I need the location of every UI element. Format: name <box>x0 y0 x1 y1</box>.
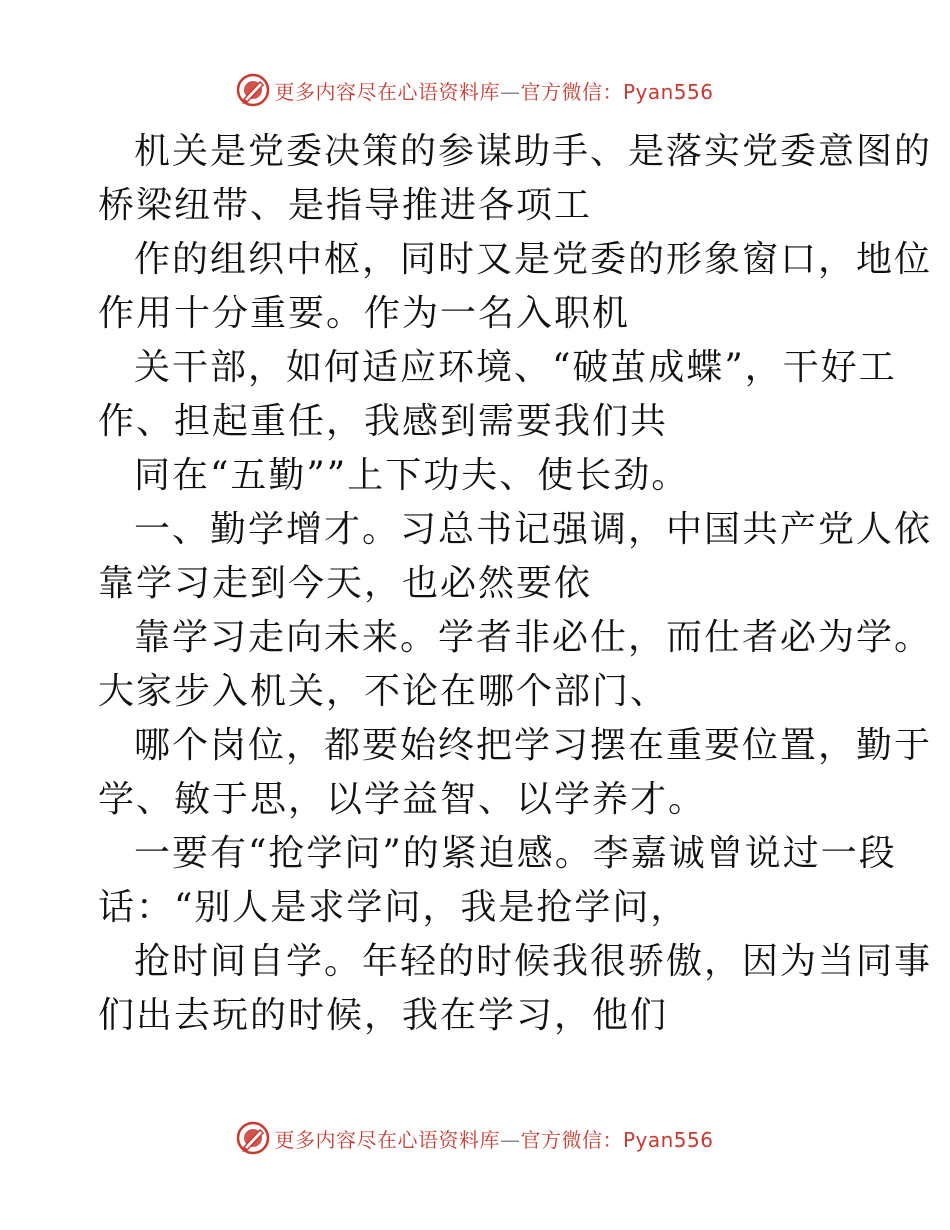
footer-banner <box>0 1118 950 1158</box>
footer-text <box>274 1124 713 1153</box>
body-line: 一要有“抢学问”的紧迫感。李嘉诚曾说过一段 <box>134 833 897 874</box>
footer-separator: — <box>499 1127 521 1152</box>
body-line: 靠学习走到今天，也必然要依 <box>98 563 593 604</box>
document-body <box>98 125 933 1043</box>
pen-seal-icon <box>236 1121 270 1155</box>
footer-main-text: 更多内容尽在心语资料库 <box>274 1127 500 1152</box>
body-line: 抢时间自学。年轻的时候我很骄傲，因为当同事 <box>134 941 933 982</box>
body-line: 机关是党委决策的参谋助手、是落实党委意图的 <box>134 131 933 172</box>
body-line: 一、勤学增才。习总书记强调，中国共产党人依 <box>134 509 933 550</box>
body-line: 作用十分重要。作为一名入职机 <box>98 293 631 334</box>
body-line: 学、敏于思，以学益智、以学养才。 <box>98 779 707 820</box>
header-main-text: 更多内容尽在心语资料库 <box>274 79 500 104</box>
body-line: 靠学习走向未来。学者非必仕，而仕者必为学。 <box>134 617 933 658</box>
body-line: 作的组织中枢，同时又是党委的形象窗口，地位 <box>134 239 933 280</box>
body-line: 同在“五勤””上下功夫、使长劲。 <box>134 455 690 496</box>
body-line: 大家步入机关，不论在哪个部门、 <box>98 671 669 712</box>
header-banner <box>0 70 950 110</box>
footer-wechat-text: 官方微信：Pyan556 <box>520 1127 714 1152</box>
body-line: 桥梁纽带、是指导推进各项工 <box>98 185 593 226</box>
header-wechat-text: 官方微信：Pyan556 <box>520 79 714 104</box>
body-line: 们出去玩的时候，我在学习，他们 <box>98 995 669 1036</box>
header-text <box>274 76 713 105</box>
body-line: 哪个岗位，都要始终把学习摆在重要位置，勤于 <box>134 725 933 766</box>
header-separator: — <box>499 79 521 104</box>
body-line: 作、担起重任，我感到需要我们共 <box>98 401 669 442</box>
body-line: 关干部，如何适应环境、“破茧成蝶”，干好工 <box>134 347 897 388</box>
body-line: 话：“别人是求学问，我是抢学问， <box>98 887 689 928</box>
pen-seal-icon <box>236 73 270 107</box>
